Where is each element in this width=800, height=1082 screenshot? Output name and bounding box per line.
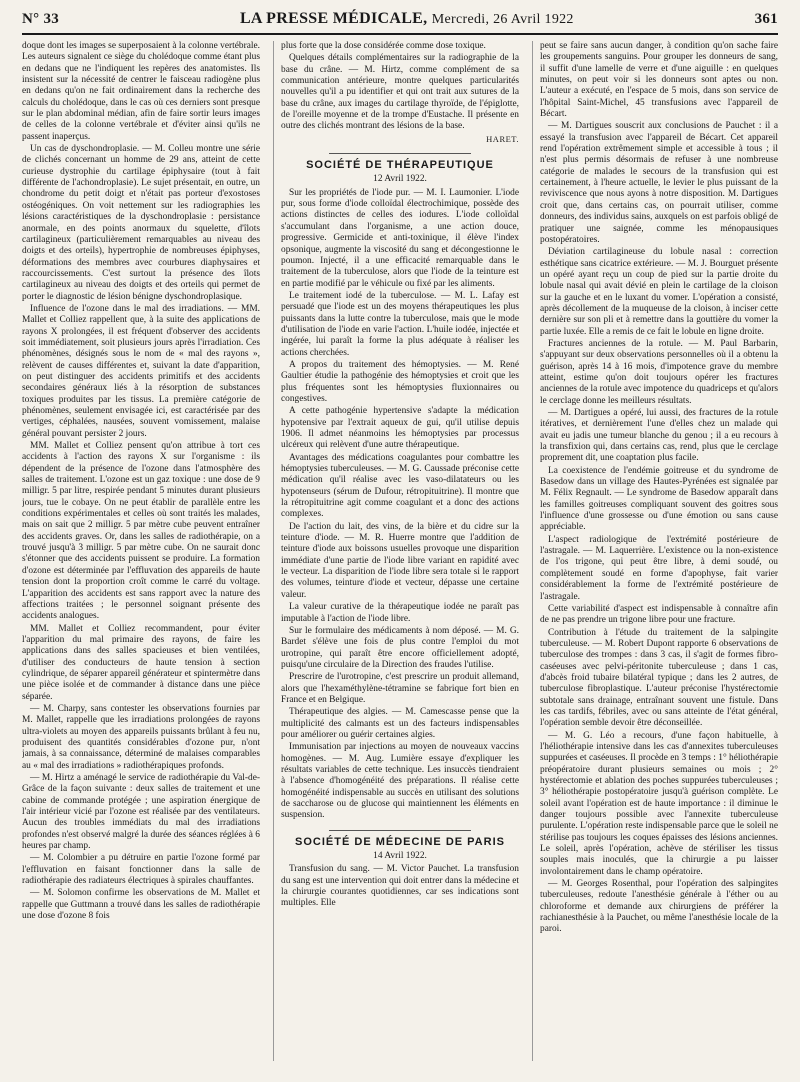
paragraph: — M. Hirtz a aménagé le service de radiothérapie du Val-de-Grâce de la façon suivante : deux salles de traitement et une cabine de commande protégée ; une aspiration énergique de l'air intérieur vicié par l'ozone est réalisée par des ventilateurs. Aucun des troubles immédiats du mal des irradiations profondes n'est observé malgré la durée des séances réglées à 6 heures par champ. (22, 773, 260, 852)
paragraph: MM. Mallet et Colliez recommandent, pour éviter l'apparition du mal primaire des rayons, de faire les applications dans des salles spacieuses et bien ventilées, d'utiliser des conducteurs de haute tension à section cylindrique, de séparer appareil générateur et spintermètre dans une pièce isolée et de commander à distance dans une pièce séparée. (22, 623, 260, 702)
paragraph: Sur les propriétés de l'iode pur. — M. I. Laumonier. L'iode pur, sous forme d'iode colloïdal électrochimique, possède des actions distinctes de celles des iodures. L'iode colloïdal s'accumulant dans l'organisme, a une action douce, progressive. Germicide et anti-toxinique, il élève l'index opsonique, augmente la viscosité du sang et décongestionne le poumon. Injecté, il a une efficacité remarquable dans le traitement de la tuberculose, alors que l'iode de la teinture est en partie modifié par le véhicule ou fixé par les aliments. (281, 187, 519, 289)
journal-title (240, 10, 574, 28)
column-2 (273, 41, 519, 1061)
paragraph: doque dont les images se superposaient à la colonne vertébrale. Les auteurs signalent ce siège du cholédoque comme étant plus en dedans que ne l'indiquent les repères des anatomistes. Ils insistent sur la nécessité de centrer le faisceau radiogène plus en dedans qu'on ne fait ordinairement dans la recherche des calculs du cholédoque, dans le cas où ces derniers sont presque sur le plan abdominal médian, afin de faire sortir leurs images de celles de la colonne vertébrale et d'éviter ainsi qu'ils ne passent inaperçus. (22, 41, 260, 142)
paragraph: La valeur curative de la thérapeutique iodée ne paraît pas imputable à l'action de l'iode libre. (281, 602, 519, 624)
page-number: 361 (754, 11, 778, 27)
journal-name: LA PRESSE MÉDICALE, (239, 10, 428, 27)
issue-date: Mercredi, 26 Avril 1922 (431, 12, 574, 27)
paragraph: Déviation cartilagineuse du lobule nasal : correction esthétique sans cicatrice extérieure. — M. J. Bourguet présente un opéré ayant reçu un coup de pied sur la partie droite du lobule nasal qui avait dévié en plein le cartilage de la cloison sur la gauche et en le luxant du vomer. L'opération a consisté, après décollement de la muqueuse de la cloison, à inciser cette dernière sur son pli et à remettre dans la gouttière du vomer la partie luxée. Elle a remis de ce fait le lobule en ligne droite. (540, 247, 778, 337)
paragraph: De l'action du lait, des vins, de la bière et du cidre sur la teinture d'iode. — M. R. Huerre montre que l'addition de teinture d'iode aux boissons usuelles provoque une disparition immédiate d'une partie de l'iode libre variant en rapidité avec le vecteur. La disparition de l'iode libre sera totale si le rapport des volumes, teinture d'iode et vecteur, dépasse une certaine valeur. (281, 521, 519, 600)
paragraph: — M. Dartigues a opéré, lui aussi, des fractures de la rotule itératives, et dernièrement l'une d'elles chez un malade qui avait eu jadis une tumeur blanche du genou ; il a eu recours à la transfixion qui, dans certains cas, rend, plus que le cerclage proprement dit, une coaptation plus facile. (540, 408, 778, 464)
paragraph: peut se faire sans aucun danger, à condition qu'on sache faire les groupements sanguins. Pour grouper les donneurs de sang, il suffit d'une lamelle de verre et d'une aiguille : en quelques minutes, on peut voir si les donneurs sont aptes ou non. L'auteur a exécuté, en l'espace de 5 mois, dans son service de l'hôpital Saint-Michel, 45 transfusions avec l'appareil de Bécart. (540, 41, 778, 120)
paragraph: Transfusion du sang. — M. Victor Pauchet. La transfusion du sang est une intervention qui doit entrer dans la médecine et la chirurgie courantes quotidiennes, car ses indications sont multiples. Elle (281, 864, 519, 909)
paragraph: — M. G. Léo a recours, d'une façon habituelle, à l'héliothérapie intensive dans les cas d'annexites tuberculeuses suppurées et caséeuses. Il procède en 3 temps : 1° héliothérapie préopératoire durant plusieurs semaines ou mois ; 2° hystérectomie et ablation des poches suppurées tuberculeuses ; 3° héliothérapie postopératoire jusqu'à guérison complète. Le soleil avant l'opération est de haute importance : il diminue le danger toujours possible avec l'annexite tuberculeuse purulente. L'opération reste indispensable parce que le soleil ne stérilise pas toujours les coques épaisses des lésions anciennes. Le soleil, après l'opération, achève de stériliser les tissus souples mais inoculés, que la chirurgie a pu laisser involontairement dans le champ opératoire. (540, 730, 778, 877)
paragraph: Un cas de dyschondroplasie. — M. Colleu montre une série de clichés concernant un homme de 29 ans, atteint de cette curieuse dystrophie du cartilage épiphysaire (tout à fait différente de l'achondroplasie). Le sujet présentait, en outre, un chondrome du petit doigt et n'était pas porteur d'exostoses ostéogéniques. On voit nettement sur les radiographies les lésions caractéristiques de la dyschondroplasie : persistance anormale, en des points anormaux du squelette, d'îlots cartilagineux (particulièrement remarquables au niveau des doigts et des orteils), hypertrophie de nombreuses épiphyses, déformations des membres avec courbures diaphysaires et raccourcissements. C'est surtout la présence des îlots cartilagineux au niveau des doigts et des orteils qui permet de porter le diagnostic de lésion bénigne dyschondroplasique. (22, 144, 260, 302)
section-header-medecine (281, 830, 519, 863)
paragraph: — M. Dartigues souscrit aux conclusions de Pauchet : il a essayé la transfusion avec l'appareil de Bécart. Cet appareil rend l'opération extrêmement simple et accessible à tous ; il n'est plus permis désormais de refuser à une nombreuse catégorie de malades le secours de la transfusion qui est certainement, à l'heure actuelle, le levier le plus puissant de la reviviscence que nous ayons à notre disposition. M. Dartigues croit que, dans certains cas, on pourrait utiliser, comme donneurs, des individus sains, auxquels on est parfois obligé de pratiquer une saignée, comme les ménopausiques postopératoires. (540, 121, 778, 245)
section-header-therapeutique (281, 153, 519, 186)
paragraph: Thérapeutique des algies. — M. Camescasse pense que la multiplicité des calmants est un des facteurs indispensables pour améliorer ou guérir certaines algies. (281, 707, 519, 740)
section-date: 12 Avril 1922. (373, 174, 427, 185)
section-date: 14 Avril 1922. (373, 851, 427, 862)
paragraph: Influence de l'ozone dans le mal des irradiations. — MM. Mallet et Colliez rappellent que, à la suite des applications de rayons X prolongées, il est fréquent d'observer des accidents soit immédiatement, soit plusieurs jours après l'irradiation. Ces phénomènes, désignés sous le nom de « mal des rayons », relèvent de causes différentes et, suivant la date d'apparition, on peut distinguer des accidents primitifs et des accidents secondaires généraux liés à la résorption de substances toxiques produites par les tissus. La première catégorie de phénomènes, seulement envisagée ici, est caractérisée par des vertiges, céphalées, nausées, souvent vomissement, malaise général pouvant persister 2 jours. (22, 303, 260, 439)
paragraph: L'aspect radiologique de l'extrémité postérieure de l'astragale. — M. Laquerrière. L'existence ou la non-existence de l'os trigone, qui peut être libre, à demi soudé, ou complètement soudé en forme d'apophyse, fait varier considérablement la forme de l'extrémité postérieure de l'astragale. (540, 534, 778, 602)
paragraph: — M. Solomon confirme les observations de M. Mallet et rappelle que Guttmann a trouvé dans les salles de radiothérapie une dose d'ozone 8 fois (22, 888, 260, 922)
section-rule (329, 830, 472, 831)
author-signature: HARET. (486, 133, 519, 144)
paragraph: Avantages des médications coagulantes pour combattre les hémoptysies tuberculeuses. — M. G. Caussade préconise cette médication qu'il réalise avec les vaso-dilatateurs ou les hypotenseurs (sérum de Dufour, rétropituitrine). Il montre que la rétropituitrine agit comme coagulant et a donc des actions complexes. (281, 452, 519, 520)
issue-number: N° 33 (22, 11, 60, 27)
section-title: SOCIÉTÉ DE MÉDECINE DE PARIS (295, 835, 505, 848)
paragraph: Quelques détails complémentaires sur la radiographie de la base du crâne. — M. Hirtz, comme complément de sa communication antérieure, montre quelques particularités nouvelles qu'il a pu identifier et qui ont trait aux sutures de la base du crâne, aux images du cartilage thyroïde, de l'épiglotte, de l'oreille moyenne et de la trompe d'Eustache. Il présente en outre des clichés montrant des lésions de la base. (281, 53, 519, 132)
paragraph: Le traitement iodé de la tuberculose. — M. L. Lafay est persuadé que l'iode est un des moyens thérapeutiques les plus puissants dans la lutte contre la tuberculose, mais que le mode d'utilisation de l'iode en varie l'action. L'huile iodée, injectée et ingérée, lui paraît la forme la plus adéquate à réaliser les actions cherchées. (281, 290, 519, 358)
paragraph: A propos du traitement des hémoptysies. — M. René Gaultier étudie la pathogénie des hémoptysies et croit que les plus fréquentes sont les hémoptysies fluxionnaires ou congestives. (281, 359, 519, 404)
paragraph: — M. Colombier a pu détruire en partie l'ozone formé par l'effluvation en faisant fonctionner dans la salle de radiothérapie des radiateurs électriques à spirales chauffantes. (22, 853, 260, 887)
paragraph: — M. Charpy, sans contester les observations fournies par M. Mallet, rappelle que les irradiations prolongées de rayons ultra-violets au moyen des appareils puissants brûlant à feu nu, produisent des quantités considérables d'ozone pur, n'ont jamais, à sa connaissance, déterminé de malaises comparables au « mal des irradiations » radiothérapiques profonds. (22, 703, 260, 771)
paragraph: plus forte que la dose considérée comme dose toxique. (281, 41, 486, 51)
paragraph: Prescrire de l'urotropine, c'est prescrire un produit allemand, alors que l'hexaméthylène-tétramine se fabrique fort bien en France et en Belgique. (281, 672, 519, 705)
paragraph: Immunisation par injections au moyen de nouveaux vaccins homogènes. — M. Aug. Lumière essaye d'expliquer les résultats variables de cette technique. Les insuccès tiendraient à l'absence d'homogénéité des préparations. Il réalise cette homogénéité indispensable au succès en utilisant des solutions de saccharose ou de glucose qui maintiennent les éléments en suspension. (281, 742, 519, 821)
paragraph: A cette pathogénie hypertensive s'adapte la médication hypotensive par l'extrait aqueux de gui, qu'il utilise depuis 1906. Il admet néanmoins les hémoptysies par processus ulcéreux qui relèvent d'une autre thérapeutique. (281, 406, 519, 451)
column-1 (22, 41, 260, 1061)
columns (22, 41, 778, 1061)
paragraph: Sur le formulaire des médicaments à nom déposé. — M. G. Bardet s'élève une fois de plus contre l'emploi du mot urotropine, qui paraît être encore officiellement adopté, puisqu'une circulaire de la Direction des fraudes l'utilise. (281, 625, 519, 670)
journal-page (22, 10, 778, 1072)
paragraph: — M. Georges Rosenthal, pour l'opération des salpingites tuberculeuses, redoute l'anesthésie générale à l'éther ou au chloroforme et demande aux chirurgiens de préférer la rachianesthésie à la Pauchet, ou même l'anesthésie locale de la paroi. (540, 879, 778, 935)
paragraph: Fractures anciennes de la rotule. — M. Paul Barbarin, s'appuyant sur deux observations personnelles où il a obtenu la guérison, après 14 à 16 mois, d'impotence grave du membre atteint, estime qu'on doit toujours opérer les fractures anciennes de la rotule avec impotence du quadriceps et qu'alors le cerclage donne les meilleurs résultats. (540, 338, 778, 406)
column-3 (532, 41, 778, 1061)
section-title: SOCIÉTÉ DE THÉRAPEUTIQUE (306, 159, 494, 172)
section-rule (329, 153, 472, 154)
paragraph: La coexistence de l'endémie goitreuse et du syndrome de Basedow dans un village des Hautes-Pyrénées est signalée par M. Félix Regnault. — Le syndrome de Basedow apparaît dans les familles goitreuses compliquant souvent des goitres sous l'influence d'une grossesse ou d'une émotion ou sans cause appréciable. (540, 465, 778, 533)
page-header (22, 10, 778, 35)
paragraph: MM. Mallet et Colliez pensent qu'on attribue à tort ces accidents à l'action des rayons X sur l'organisme : ils dépendent de la présence de l'ozone dans l'atmosphère des salles de traitement. L'ozone est un gaz toxique : une dose de 9 milligr. 5 par litre, respirée pendant 5 minutes durant plusieurs jours, tue le cobaye. On ne peut établir de parallèle entre les conditions expérimentales et celles où sont traités les malades, mais on sait que 2 milligr. 5 par mètre cube peuvent entraîner des accidents graves. Or, dans les salles de radiothérapie, on a trouvé jusqu'à 3 milligr. 5 par mètre cube. On ne saurait donc s'étonner que des accidents puissent se produire. La formation d'ozone est déterminée par l'effluvation des appareils de haute tension dont la proportion croît comme le carré du voltage. L'apparition des accidents est sans rapport avec la nature des affections traitées ; le personnel soignant présente des accidents analogues. (22, 441, 260, 622)
paragraph: Contribution à l'étude du traitement de la salpingite tuberculeuse. — M. Robert Dupont rapporte 6 observations de tuberculose des trompes : dans 3 cas, il s'agit de formes fibro-caséeuses avec pelvi-péritonite tuberculeuse ; dans 1 cas, d'abcès froid tubaire bilatéral typique ; dans les 2 autres, de tuberculose fibroplastique. L'auteur préconise l'hystérectomie subtotale sans drainage, entraînant souvent une fistule. Dans les cas tardifs, fébriles, avec ou sans atteinte de l'état général, l'opération semble devoir être déconseillée. (540, 627, 778, 729)
paragraph: Cette variabilité d'aspect est indispensable à connaître afin de ne pas prendre un trigone libre pour une fracture. (540, 603, 778, 626)
